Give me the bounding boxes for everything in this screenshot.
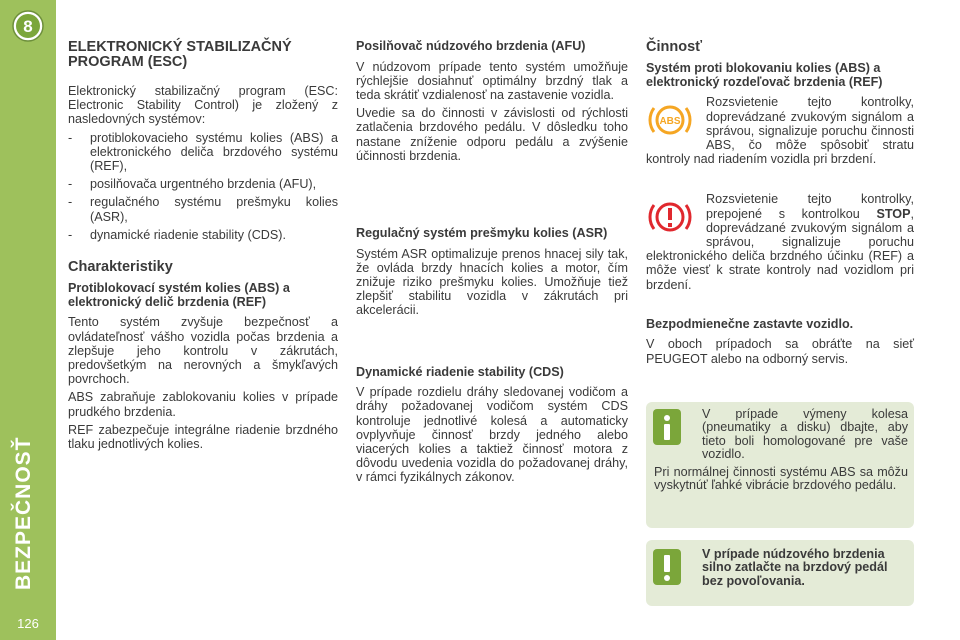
page-number: 126 — [17, 616, 39, 631]
warning-text: V prípade núdzového brzdenia silno zatlačte na brzdový pedál bez povoľovania. — [702, 547, 888, 588]
brake-warning-block — [646, 192, 914, 291]
abs-paragraph-2: ABS zabraňuje zablokovaniu kolies v prípade prudkého brzdenia. — [68, 390, 338, 419]
brake-warning-text: Rozsvietenie tejto kontrolky, prepojené s kontrolkou STOP, doprevádzané zvukovým signálom a správou, signalizuje poruchu elektronického deliča brzdného účinku (REF) a môže viesť k strate kontroly nad vozidlom pri brzdení. — [646, 192, 914, 292]
stop-vehicle-heading: Bezpodmienečne zastavte vozidlo. — [646, 316, 854, 331]
info-content — [654, 408, 908, 496]
abs-warning-icon — [646, 95, 700, 151]
esc-systems-list — [68, 131, 338, 242]
warning-box — [646, 540, 914, 606]
stop-label: STOP — [876, 206, 911, 221]
list-item: - posilňovača urgentného brzdenia (AFU), — [68, 177, 338, 191]
esc-intro: Elektronický stabilizačný program (ESC: Electronic Stability Control) je zložený z nasledovných systémov: — [68, 84, 338, 127]
info-box — [646, 402, 914, 528]
cds-paragraph: V prípade rozdielu dráhy sledovanej vodičom a dráhy požadovanej vodičom systém CDS kontroluje jednotlivé kolesá a automaticky ovplyvňuje činnosť brzdy jedného alebo viacerých kolies a taktiež činnosť motora z dôvodu uvedenia vozidla do požadovanej dráhy, v rámci fyzikálnych zákonov. — [356, 385, 628, 485]
contact-text: V oboch prípadoch sa obráťte na sieť PEUGEOT alebo na odborný servis. — [646, 337, 914, 366]
asr-heading: Regulačný systém prešmyku kolies (ASR) — [356, 226, 608, 241]
exclamation-icon — [652, 548, 682, 586]
info-paragraph-2: Pri normálnej činnosti systému ABS sa môžu vyskytnúť ľahké vibrácie brzdového pedálu. — [654, 464, 908, 493]
chapter-badge — [12, 10, 44, 42]
abs-heading: Protiblokovací systém kolies (ABS) a elektronický delič brzdenia (REF) — [68, 281, 290, 309]
operation-heading: Činnosť — [646, 39, 703, 55]
column-systems — [356, 40, 628, 489]
page-title: ELEKTRONICKÝ STABILIZAČNÝ PROGRAM (ESC) — [68, 39, 292, 70]
brake-warning-icon — [646, 192, 700, 248]
operation-subheading: Systém proti blokovaniu kolies (ABS) a elektronický rozdeľovač brzdenia (REF) — [646, 61, 883, 89]
afu-paragraph-1: V núdzovom prípade tento systém umožňuje rýchlejšie dosiahnuť optimálny brzdný tlak a teda skrátiť vzdialenosť na zastavenie vozidla. — [356, 59, 628, 102]
afu-heading: Posilňovač núdzového brzdenia (AFU) — [356, 39, 586, 53]
abs-icon-label: ABS — [659, 116, 681, 128]
abs-warning-block — [646, 95, 914, 166]
abs-warning-text: Rozsvietenie tejto kontrolky, doprevádzané zvukovým signálom a správou, signalizuje poruchu činnosti ABS, čo môže spôsobiť stratu kontroly nad riadením vozidla pri brzdení. — [646, 95, 914, 167]
column-esc — [68, 40, 338, 455]
list-item: - dynamické riadenie stability (CDS). — [68, 228, 338, 242]
info-paragraph-1: V prípade výmeny kolesa (pneumatiky a disku) dbajte, aby tieto boli homologované pre vaše vozidlo. — [702, 407, 908, 462]
asr-paragraph: Systém ASR optimalizuje prenos hnacej sily tak, že ovláda brzdy hnacích kolies a motor, čím znižuje riziko prešmyku kolies. Umožňuje tiež zlepšiť stabilitu vozidla v zákrutách pri akcelerácii. — [356, 246, 628, 318]
column-operation — [646, 40, 914, 370]
section-name — [12, 550, 52, 590]
cds-heading: Dynamické riadenie stability (CDS) — [356, 364, 564, 379]
abs-paragraph-3: REF zabezpečuje integrálne riadenie brzdného tlaku jednotlivých kolies. — [68, 422, 338, 452]
chapter-number: 8 — [23, 17, 33, 36]
list-item: - regulačného systému prešmyku kolies (ASR), — [68, 195, 338, 223]
list-item: - protiblokovacieho systému kolies (ABS) a elektronického deliča brzdového systému (REF), — [68, 131, 338, 174]
abs-paragraph-1: Tento systém zvyšuje bezpečnosť a ovládateľnosť vášho vozidla počas brzdenia a zlepšuje jeho kontrolu v zákrutách, predovšetkým na nerovných a šmykľavých povrchoch. — [68, 315, 338, 387]
afu-paragraph-2: Uvedie sa do činnosti v závislosti od rýchlosti zatlačenia brzdového pedálu. V dôsledku toho nastane zníženie odporu pedálu a zvýšenie účinnosti brzdenia. — [356, 106, 628, 163]
characteristics-heading: Charakteristiky — [68, 259, 173, 276]
